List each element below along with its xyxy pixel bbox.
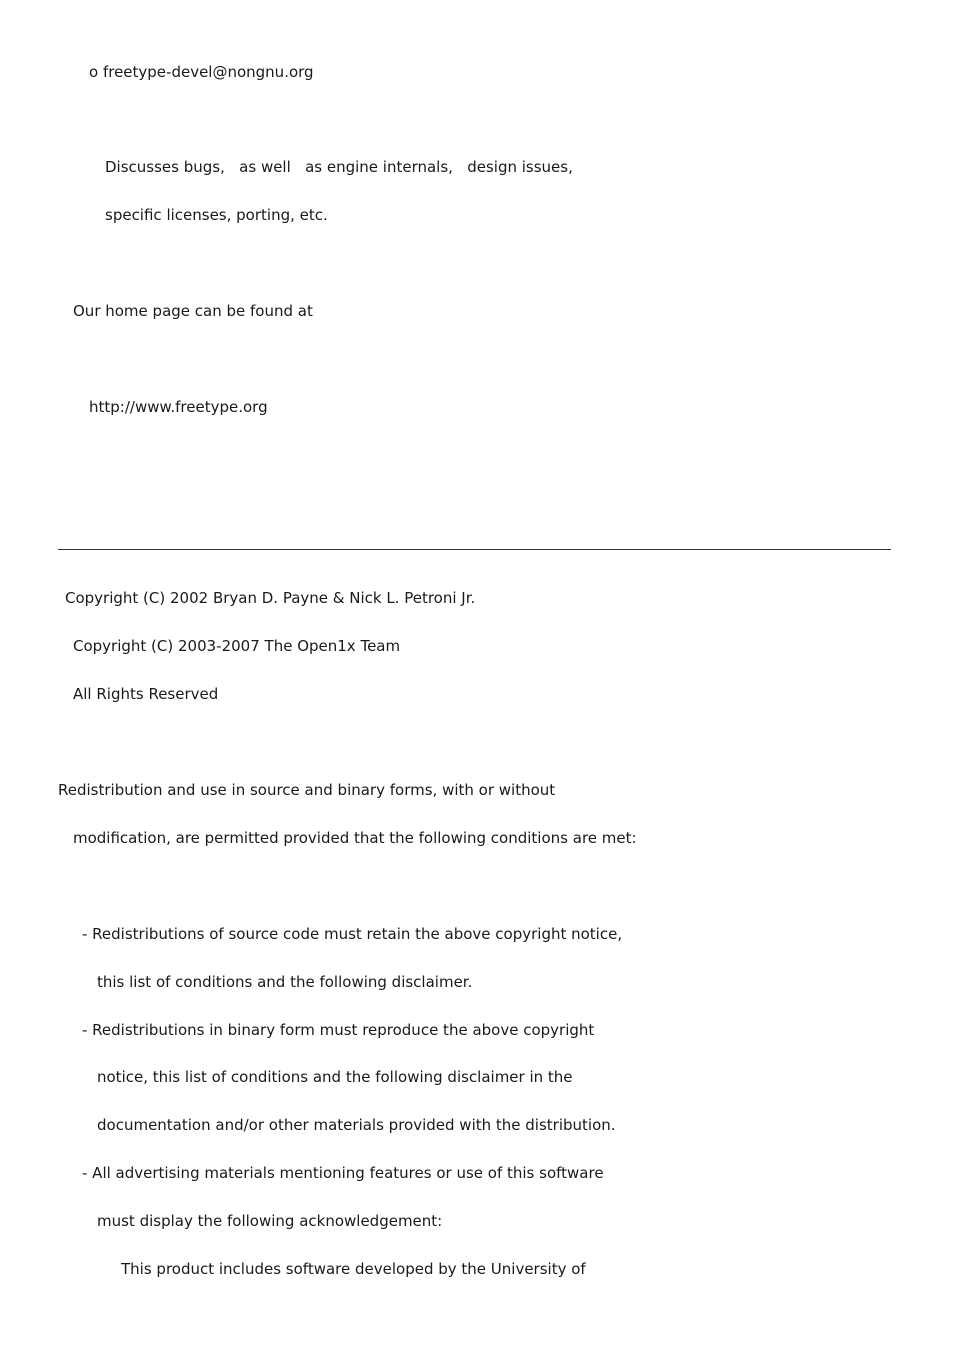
copyright-line: Copyright (C) 2002 Bryan D. Payne & Nick L. Petroni Jr. — [65, 589, 476, 607]
copyright-line: Copyright (C) 2003-2007 The Open1x Team — [73, 637, 401, 655]
homepage-intro: Our home page can be found at — [73, 302, 313, 320]
license-condition-line: - Redistributions in binary form must reproduce the above copyright — [82, 1021, 595, 1039]
mailing-list-item: o freetype-devel@nongnu.org — [89, 63, 314, 81]
mailing-list-description-line: specific licenses, porting, etc. — [105, 206, 328, 224]
license-condition-line: - All advertising materials mentioning features or use of this software — [82, 1164, 604, 1182]
license-condition-line: this list of conditions and the following disclaimer. — [97, 973, 473, 991]
license-intro-line: Redistribution and use in source and binary forms, with or without — [58, 781, 556, 799]
license-condition-line: must display the following acknowledgement: — [97, 1212, 443, 1230]
license-condition-line: - Redistributions of source code must retain the above copyright notice, — [82, 925, 623, 943]
homepage-url: http://www.freetype.org — [89, 398, 268, 416]
acknowledgement-line: This product includes software developed by the University of — [121, 1260, 586, 1278]
mailing-list-description-line: Discusses bugs, as well as engine internals, design issues, — [105, 158, 573, 176]
license-condition-line: documentation and/or other materials provided with the distribution. — [97, 1116, 616, 1134]
license-condition-line: notice, this list of conditions and the following disclaimer in the — [97, 1068, 573, 1086]
horizontal-divider — [58, 549, 891, 550]
rights-reserved: All Rights Reserved — [73, 685, 219, 703]
license-intro-line: modification, are permitted provided that the following conditions are met: — [73, 829, 637, 847]
